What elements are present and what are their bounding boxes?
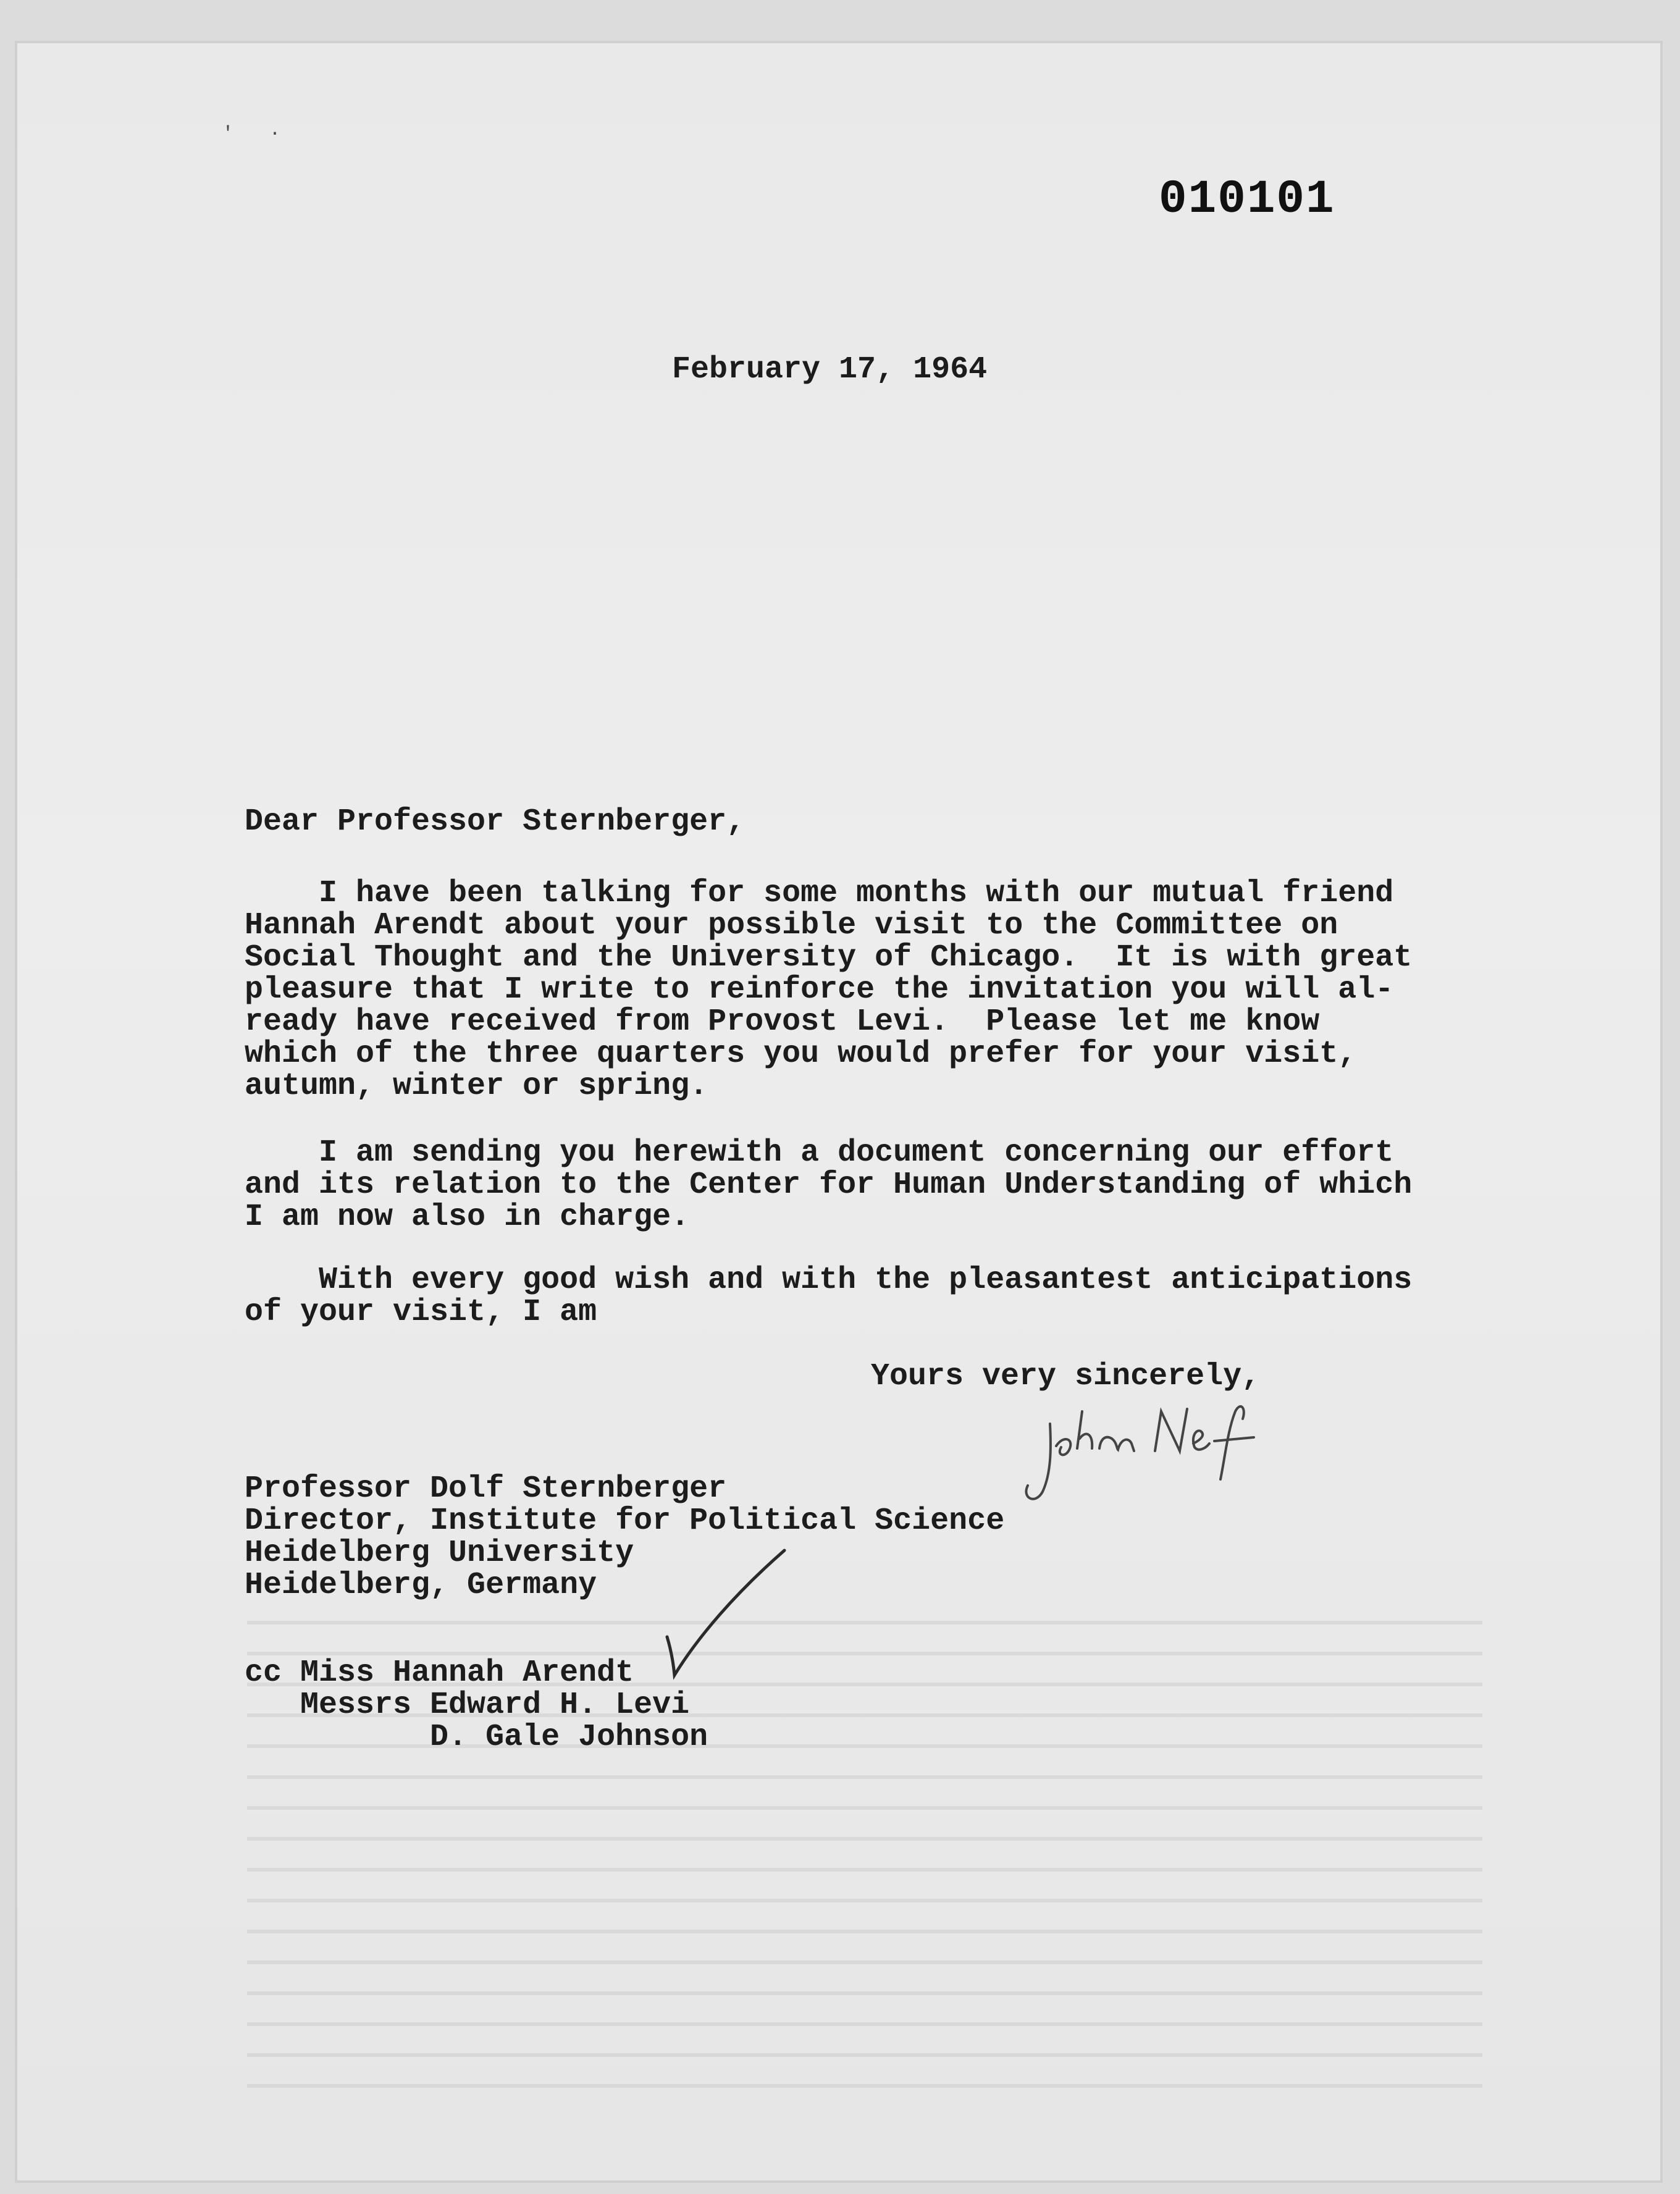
body-line: Social Thought and the University of Chicago. It is with great <box>245 940 1413 975</box>
body-line: pleasure that I write to reinforce the invitation you will al- <box>245 972 1394 1007</box>
handwritten-check-mark-icon <box>655 1544 803 1692</box>
body-line: ready have received from Provost Levi. Please let me know <box>245 1004 1320 1040</box>
body-line: autumn, winter or spring. <box>245 1069 708 1104</box>
body-line: I am now also in charge. <box>245 1200 690 1235</box>
salutation: Dear Professor Sternberger, <box>245 804 746 839</box>
document-number: 010101 <box>1159 173 1335 226</box>
recipient-line: Heidelberg University <box>245 1536 634 1571</box>
cc-line: cc Miss Hannah Arendt <box>245 1655 634 1691</box>
body-line: I am sending you herewith a document concerning our effort <box>245 1135 1394 1171</box>
recipient-line: Professor Dolf Sternberger <box>245 1471 727 1507</box>
body-line: of your visit, I am <box>245 1295 597 1330</box>
cc-line: D. Gale Johnson <box>245 1720 708 1755</box>
paper-specks: ' · <box>222 124 293 145</box>
cc-line: Messrs Edward H. Levi <box>245 1688 690 1723</box>
body-line: I have been talking for some months with our mutual friend <box>245 876 1394 911</box>
recipient-line: Heidelberg, Germany <box>245 1568 597 1603</box>
closing: Yours very sincerely, <box>871 1359 1261 1394</box>
body-line: and its relation to the Center for Human Understanding of which <box>245 1167 1413 1203</box>
body-line: With every good wish and with the pleasantest anticipations <box>245 1263 1413 1298</box>
handwritten-signature <box>1013 1387 1285 1510</box>
letter-date: February 17, 1964 <box>672 352 988 387</box>
recipient-line: Director, Institute for Political Science <box>245 1503 1005 1539</box>
body-line: which of the three quarters you would prefer for your visit, <box>245 1036 1357 1072</box>
body-line: Hannah Arendt about your possible visit to the Committee on <box>245 908 1338 943</box>
